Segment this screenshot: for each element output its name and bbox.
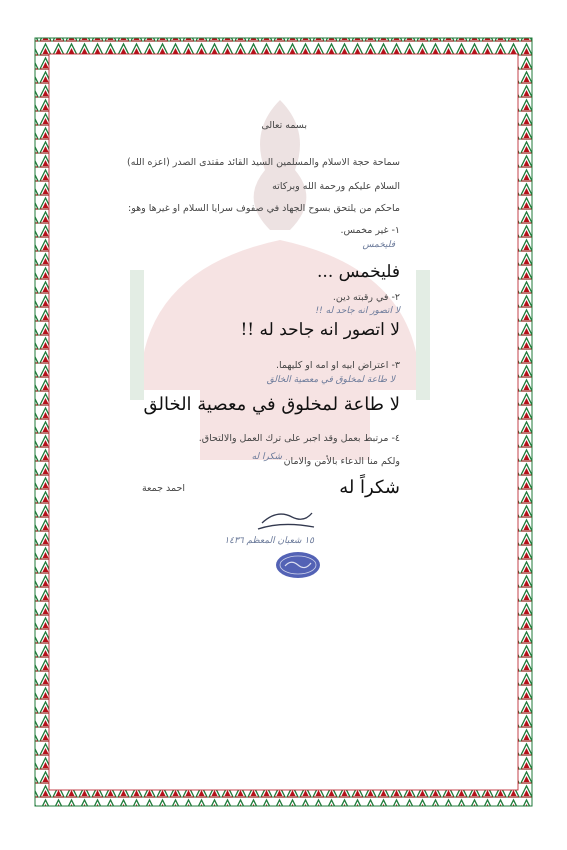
signature bbox=[252, 505, 322, 535]
basmala: بسمه تعالى bbox=[261, 120, 307, 131]
seal-stamp bbox=[274, 550, 322, 580]
sender-name: احمد جمعة bbox=[141, 483, 185, 494]
addressee-line: سماحة حجة الاسلام والمسلمين السيد القائد مقتدى الصدر (اعزه الله) bbox=[127, 157, 400, 168]
item-2: ٢- في رقبته دين. bbox=[332, 292, 400, 303]
item-1: ١- غير مخمس. bbox=[340, 225, 400, 236]
answer-4: شكراً له bbox=[339, 477, 400, 498]
handwritten-note-3: لا طاعة لمخلوق في معصية الخالق bbox=[266, 375, 395, 385]
greeting-line: السلام عليكم ورحمة الله وبركاته bbox=[272, 181, 400, 192]
answer-2: لا اتصور انه جاحد له !! bbox=[240, 320, 400, 340]
handwritten-date: ١٥ شعبان المعظم ١٤٣٦ bbox=[224, 536, 314, 546]
item-3: ٣- اعتراض ابيه او امه او كليهما. bbox=[275, 360, 400, 371]
answer-3: لا طاعة لمخلوق في معصية الخالق bbox=[143, 394, 400, 415]
handwritten-note-1: فليخمس bbox=[362, 240, 395, 250]
handwritten-note-2: لا اتصور انه جاحد له !! bbox=[315, 306, 400, 316]
item-4: ٤- مرتبط بعمل وقد اجبر على ترك العمل والالتحاق. bbox=[198, 433, 400, 444]
answer-1: فليخمس ... bbox=[317, 262, 400, 282]
question-line: ماحكم من يلتحق بسوح الجهاد في صفوف سرايا السلام او غيرها وهو: bbox=[128, 203, 400, 214]
handwritten-note-4: شكرا له bbox=[251, 452, 282, 462]
closing-line: ولكم منا الدعاء بالأمن والامان bbox=[283, 456, 400, 467]
